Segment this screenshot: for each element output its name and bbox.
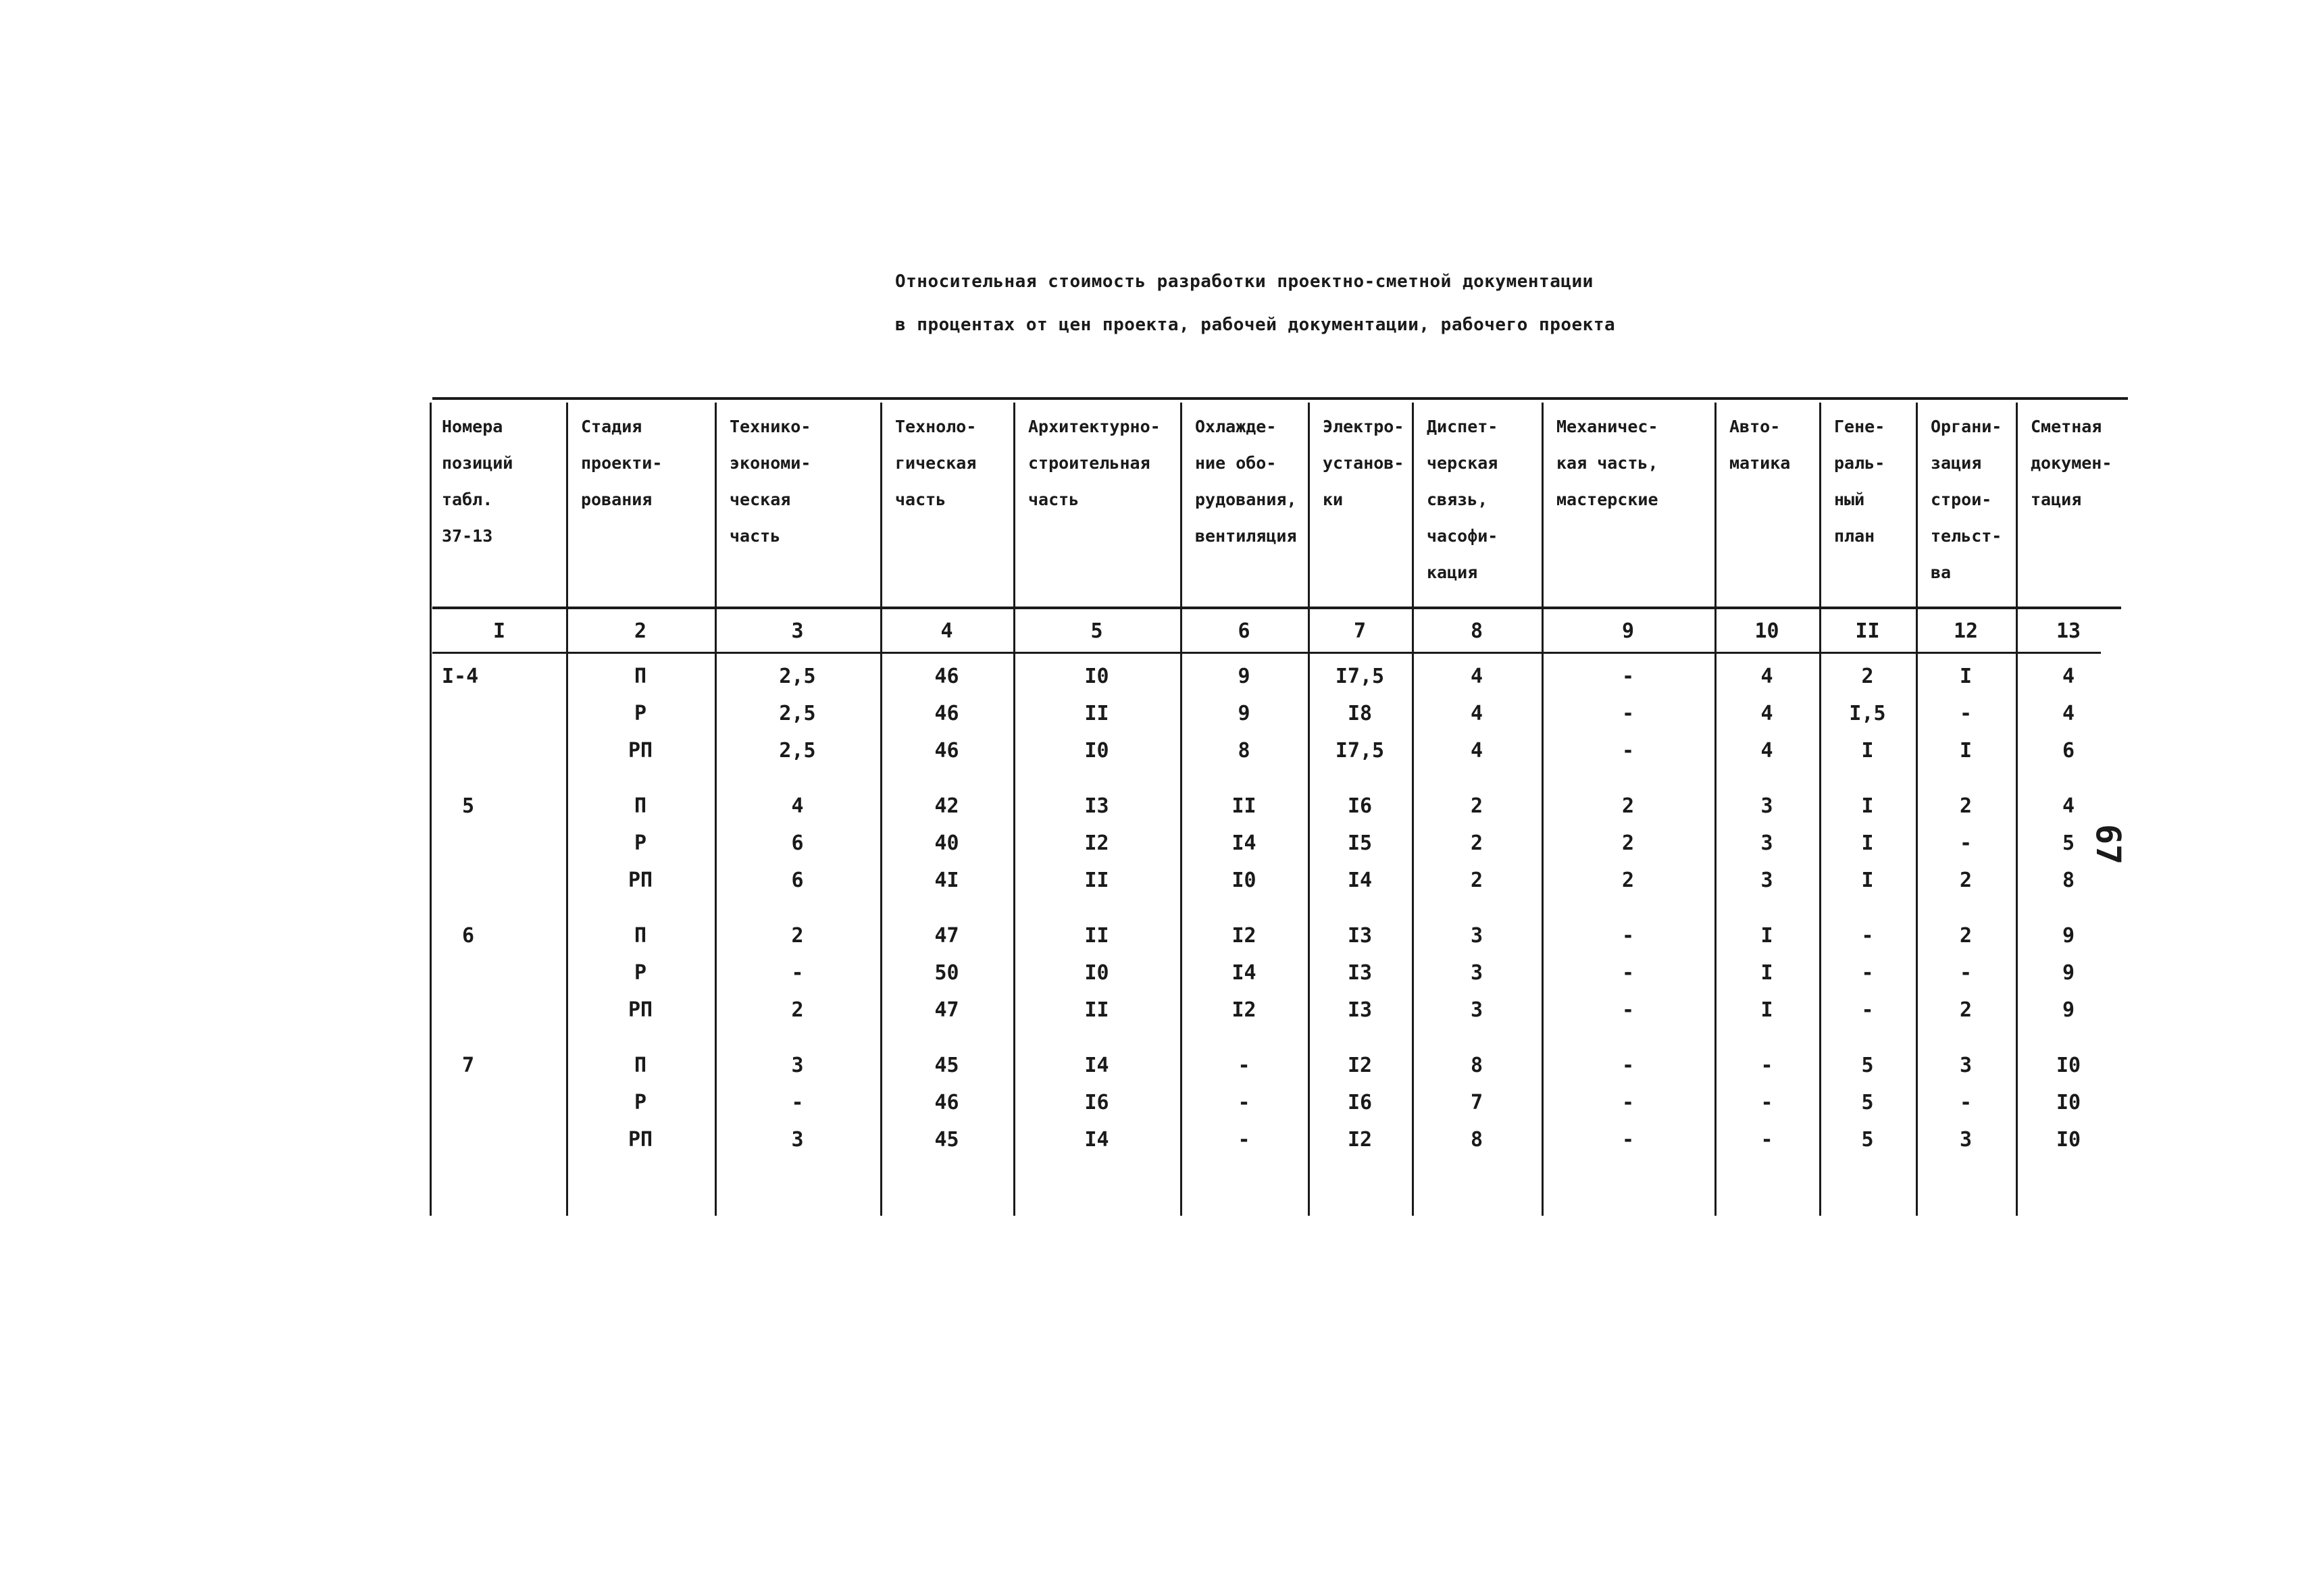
table-cell: 2 <box>1621 869 1635 892</box>
table-cell: 2 <box>1621 794 1635 818</box>
column-number-rule <box>432 652 2101 654</box>
table-cell: 46 <box>934 739 959 763</box>
table-cell: I6 <box>1084 1091 1109 1114</box>
table-cell: I <box>1959 739 1973 763</box>
table-cell: I <box>1760 961 1773 985</box>
table-cell: 2 <box>1959 998 1973 1022</box>
table-cell: 2 <box>1470 831 1483 855</box>
column-header-line: Техноло- <box>895 417 977 436</box>
table-cell: I6 <box>1347 794 1373 818</box>
column-header-line: часофи- <box>1427 526 1498 546</box>
table-cell: 4 <box>1470 702 1483 725</box>
column-number: 2 <box>634 619 647 643</box>
table-cell: I4 <box>1084 1054 1109 1077</box>
table-cell: I4 <box>1231 961 1256 985</box>
column-header-line: Стадия <box>581 417 642 436</box>
column-header-line: рудования, <box>1195 490 1297 509</box>
column-header-line: тация <box>2031 490 2082 509</box>
table-cell: 5 <box>2062 831 2075 855</box>
table-cell: РП <box>628 739 653 763</box>
column-header-line: ческая <box>730 490 791 509</box>
table-cell: 2,5 <box>779 665 816 688</box>
table-cell: 3 <box>791 1054 804 1077</box>
column-header-line: рования <box>581 490 653 509</box>
column-header-line: ный <box>1834 490 1865 509</box>
column-header-line: гическая <box>895 453 977 473</box>
table-cell: Р <box>634 1091 647 1114</box>
column-number: I <box>492 619 506 643</box>
table-cell: П <box>634 924 647 948</box>
table-cell: I,5 <box>1849 702 1886 725</box>
table-cell: 6 <box>791 831 804 855</box>
table-cell: I2 <box>1347 1128 1373 1152</box>
table-cell: 47 <box>934 998 959 1022</box>
table-cell: П <box>634 665 647 688</box>
table-cell: I0 <box>1084 665 1109 688</box>
table-cell: I3 <box>1347 998 1373 1022</box>
table-cell: 3 <box>1959 1054 1973 1077</box>
position-number: 6 <box>462 924 475 948</box>
column-header-line: тельст- <box>1931 526 2002 546</box>
column-header-line: табл. <box>442 490 493 509</box>
table-cell: II <box>1084 869 1109 892</box>
column-header-line: кация <box>1427 563 1478 582</box>
table-cell: 50 <box>934 961 959 985</box>
table-cell: I <box>1861 739 1874 763</box>
table-cell: 2 <box>1959 794 1973 818</box>
table-cell: I4 <box>1084 1128 1109 1152</box>
page-number: 67 <box>2089 824 2128 865</box>
table-cell: II <box>1084 998 1109 1022</box>
column-number: 3 <box>791 619 804 643</box>
table-cell: 6 <box>791 869 804 892</box>
table-cell: - <box>791 961 804 985</box>
column-header-line: раль- <box>1834 453 1885 473</box>
table-cell: I0 <box>1084 961 1109 985</box>
column-header-line: 37-13 <box>442 526 493 546</box>
table-cell: 9 <box>2062 961 2075 985</box>
table-cell: I6 <box>1347 1091 1373 1114</box>
column-number: II <box>1855 619 1880 643</box>
table-cell: I2 <box>1084 831 1109 855</box>
table-cell: I8 <box>1347 702 1373 725</box>
table-cell: I3 <box>1084 794 1109 818</box>
table-cell: 46 <box>934 1091 959 1114</box>
table-cell: 3 <box>1959 1128 1973 1152</box>
column-header-line: Гене- <box>1834 417 1885 436</box>
column-number: 8 <box>1470 619 1483 643</box>
column-header-line: Архитектурно- <box>1028 417 1161 436</box>
column-header-line: Органи- <box>1931 417 2002 436</box>
table-cell: 8 <box>1470 1054 1483 1077</box>
table-cell: 2 <box>1959 924 1973 948</box>
table-cell: - <box>1621 961 1635 985</box>
header-bottom-rule <box>432 607 2121 609</box>
table-cell: 45 <box>934 1054 959 1077</box>
table-cell: I3 <box>1347 924 1373 948</box>
table-cell: I0 <box>2056 1054 2081 1077</box>
table-cell: - <box>1621 924 1635 948</box>
table-cell: 4 <box>1760 702 1773 725</box>
table-cell: 2 <box>791 998 804 1022</box>
table-cell: I2 <box>1231 998 1256 1022</box>
table-cell: 5 <box>1861 1091 1874 1114</box>
column-header-line: Номера <box>442 417 503 436</box>
position-number: I-4 <box>442 665 479 688</box>
table-cell: Р <box>634 961 647 985</box>
title-line-1: Относительная стоимость разработки проектно-сметной документации <box>895 272 1594 292</box>
column-number: 9 <box>1621 619 1635 643</box>
column-number: 10 <box>1754 619 1779 643</box>
table-cell: 3 <box>1470 924 1483 948</box>
table-cell: 4I <box>934 869 959 892</box>
table-cell: I <box>1760 924 1773 948</box>
table-cell: 3 <box>1760 869 1773 892</box>
table-cell: 4 <box>1470 739 1483 763</box>
table-cell: - <box>791 1091 804 1114</box>
column-header-line: часть <box>895 490 946 509</box>
column-header-line: черская <box>1427 453 1498 473</box>
table-cell: 8 <box>1238 739 1250 763</box>
table-cell: - <box>1861 961 1874 985</box>
table-cell: 7 <box>1470 1091 1483 1114</box>
column-header-line: строительная <box>1028 453 1150 473</box>
table-cell: РП <box>628 998 653 1022</box>
column-number: 6 <box>1238 619 1250 643</box>
table-cell: I <box>1861 794 1874 818</box>
column-number: 13 <box>2056 619 2081 643</box>
table-cell: - <box>1959 961 1973 985</box>
table-cell: 46 <box>934 702 959 725</box>
table-cell: 40 <box>934 831 959 855</box>
table-cell: - <box>1621 1054 1635 1077</box>
column-header-line: часть <box>730 526 781 546</box>
table-cell: 42 <box>934 794 959 818</box>
table-title <box>895 267 1615 353</box>
table-cell: 2 <box>1621 831 1635 855</box>
table-cell: 4 <box>1470 665 1483 688</box>
column-header-line: докумен- <box>2031 453 2112 473</box>
table-cell: I2 <box>1231 924 1256 948</box>
column-header-line: проекти- <box>581 453 663 473</box>
column-header-line: зация <box>1931 453 1982 473</box>
table-cell: I7,5 <box>1335 739 1385 763</box>
table-cell: Р <box>634 831 647 855</box>
table-cell: 3 <box>1760 794 1773 818</box>
table-top-rule <box>432 397 2128 400</box>
table-cell: П <box>634 794 647 818</box>
table-cell: I <box>1760 998 1773 1022</box>
table-cell: 47 <box>934 924 959 948</box>
table-cell: II <box>1231 794 1256 818</box>
table-cell: РП <box>628 1128 653 1152</box>
table-cell: - <box>1621 1128 1635 1152</box>
column-header-line: план <box>1834 526 1875 546</box>
table-cell: - <box>1621 702 1635 725</box>
table-cell: - <box>1621 998 1635 1022</box>
table-cell: 5 <box>1861 1128 1874 1152</box>
table-cell: 8 <box>1470 1128 1483 1152</box>
title-line-2: в процентах от цен проекта, рабочей документации, рабочего проекта <box>895 315 1616 335</box>
table-cell: 3 <box>1470 998 1483 1022</box>
table-cell: 4 <box>2062 702 2075 725</box>
table-cell: 4 <box>1760 739 1773 763</box>
column-header-line: Механичес- <box>1556 417 1658 436</box>
column-header-line: строи- <box>1931 490 1992 509</box>
column-header-line: Сметная <box>2031 417 2102 436</box>
table-cell: - <box>1760 1054 1773 1077</box>
table-cell: 2 <box>791 924 804 948</box>
column-header-line: ки <box>1323 490 1344 509</box>
table-cell: Р <box>634 702 647 725</box>
table-cell: I0 <box>2056 1128 2081 1152</box>
table-cell: I <box>1959 665 1973 688</box>
column-header-line: Технико- <box>730 417 811 436</box>
table-cell: II <box>1084 924 1109 948</box>
column-header-line: Электро- <box>1323 417 1404 436</box>
table-cell: 3 <box>1760 831 1773 855</box>
table-cell: - <box>1959 831 1973 855</box>
table-cell: 9 <box>1238 665 1250 688</box>
table-left-border <box>430 403 432 1216</box>
column-number: 4 <box>940 619 953 643</box>
column-header-line: вентиляция <box>1195 526 1297 546</box>
column-header-line: ние обо- <box>1195 453 1277 473</box>
table-cell: 2 <box>1470 869 1483 892</box>
table-cell: - <box>1238 1091 1250 1114</box>
table-cell: - <box>1861 998 1874 1022</box>
column-header-line: Охлажде- <box>1195 417 1277 436</box>
column-header-line: Авто- <box>1729 417 1781 436</box>
table-cell: 46 <box>934 665 959 688</box>
column-number: 7 <box>1353 619 1367 643</box>
table-cell: I4 <box>1231 831 1256 855</box>
table-cell: 6 <box>2062 739 2075 763</box>
table-cell: I0 <box>1231 869 1256 892</box>
table-cell: 5 <box>1861 1054 1874 1077</box>
table-cell: РП <box>628 869 653 892</box>
column-header-line: часть <box>1028 490 1079 509</box>
column-header-line: связь, <box>1427 490 1488 509</box>
column-header-line: мастерские <box>1556 490 1658 509</box>
table-cell: I5 <box>1347 831 1373 855</box>
column-header-line: кая часть, <box>1556 453 1658 473</box>
column-header-line: позиций <box>442 453 513 473</box>
table-cell: - <box>1621 739 1635 763</box>
table-cell: 2,5 <box>779 702 816 725</box>
table-cell: I2 <box>1347 1054 1373 1077</box>
table-cell: II <box>1084 702 1109 725</box>
table-cell: 3 <box>791 1128 804 1152</box>
table-cell: I <box>1861 869 1874 892</box>
column-header-line: ва <box>1931 563 1952 582</box>
position-number: 7 <box>462 1054 475 1077</box>
position-number: 5 <box>462 794 475 818</box>
table-cell: П <box>634 1054 647 1077</box>
table-cell: 8 <box>2062 869 2075 892</box>
table-cell: 9 <box>1238 702 1250 725</box>
table-cell: I <box>1861 831 1874 855</box>
table-cell: - <box>1760 1091 1773 1114</box>
table-cell: 4 <box>2062 794 2075 818</box>
table-cell: 4 <box>1760 665 1773 688</box>
table-cell: - <box>1238 1054 1250 1077</box>
table-cell: I7,5 <box>1335 665 1385 688</box>
column-header-line: экономи- <box>730 453 811 473</box>
table-cell: 4 <box>2062 665 2075 688</box>
table-cell: 45 <box>934 1128 959 1152</box>
table-cell: 2 <box>1470 794 1483 818</box>
column-header-line: матика <box>1729 453 1791 473</box>
table-cell: I0 <box>2056 1091 2081 1114</box>
table-cell: 2 <box>1861 665 1874 688</box>
table-cell: - <box>1959 702 1973 725</box>
table-cell: - <box>1621 1091 1635 1114</box>
table-cell: - <box>1760 1128 1773 1152</box>
table-cell: - <box>1861 924 1874 948</box>
column-header-line: установ- <box>1323 453 1404 473</box>
table-cell: 4 <box>791 794 804 818</box>
table-cell: I0 <box>1084 739 1109 763</box>
table-cell: 9 <box>2062 924 2075 948</box>
column-header-line: Диспет- <box>1427 417 1498 436</box>
column-number: 12 <box>1953 619 1979 643</box>
table-cell: 2,5 <box>779 739 816 763</box>
table-cell: I3 <box>1347 961 1373 985</box>
table-cell: 3 <box>1470 961 1483 985</box>
table-cell: - <box>1238 1128 1250 1152</box>
column-number: 5 <box>1090 619 1103 643</box>
table-cell: - <box>1959 1091 1973 1114</box>
table-cell: - <box>1621 665 1635 688</box>
table-cell: 2 <box>1959 869 1973 892</box>
table-cell: 9 <box>2062 998 2075 1022</box>
table-cell: I4 <box>1347 869 1373 892</box>
